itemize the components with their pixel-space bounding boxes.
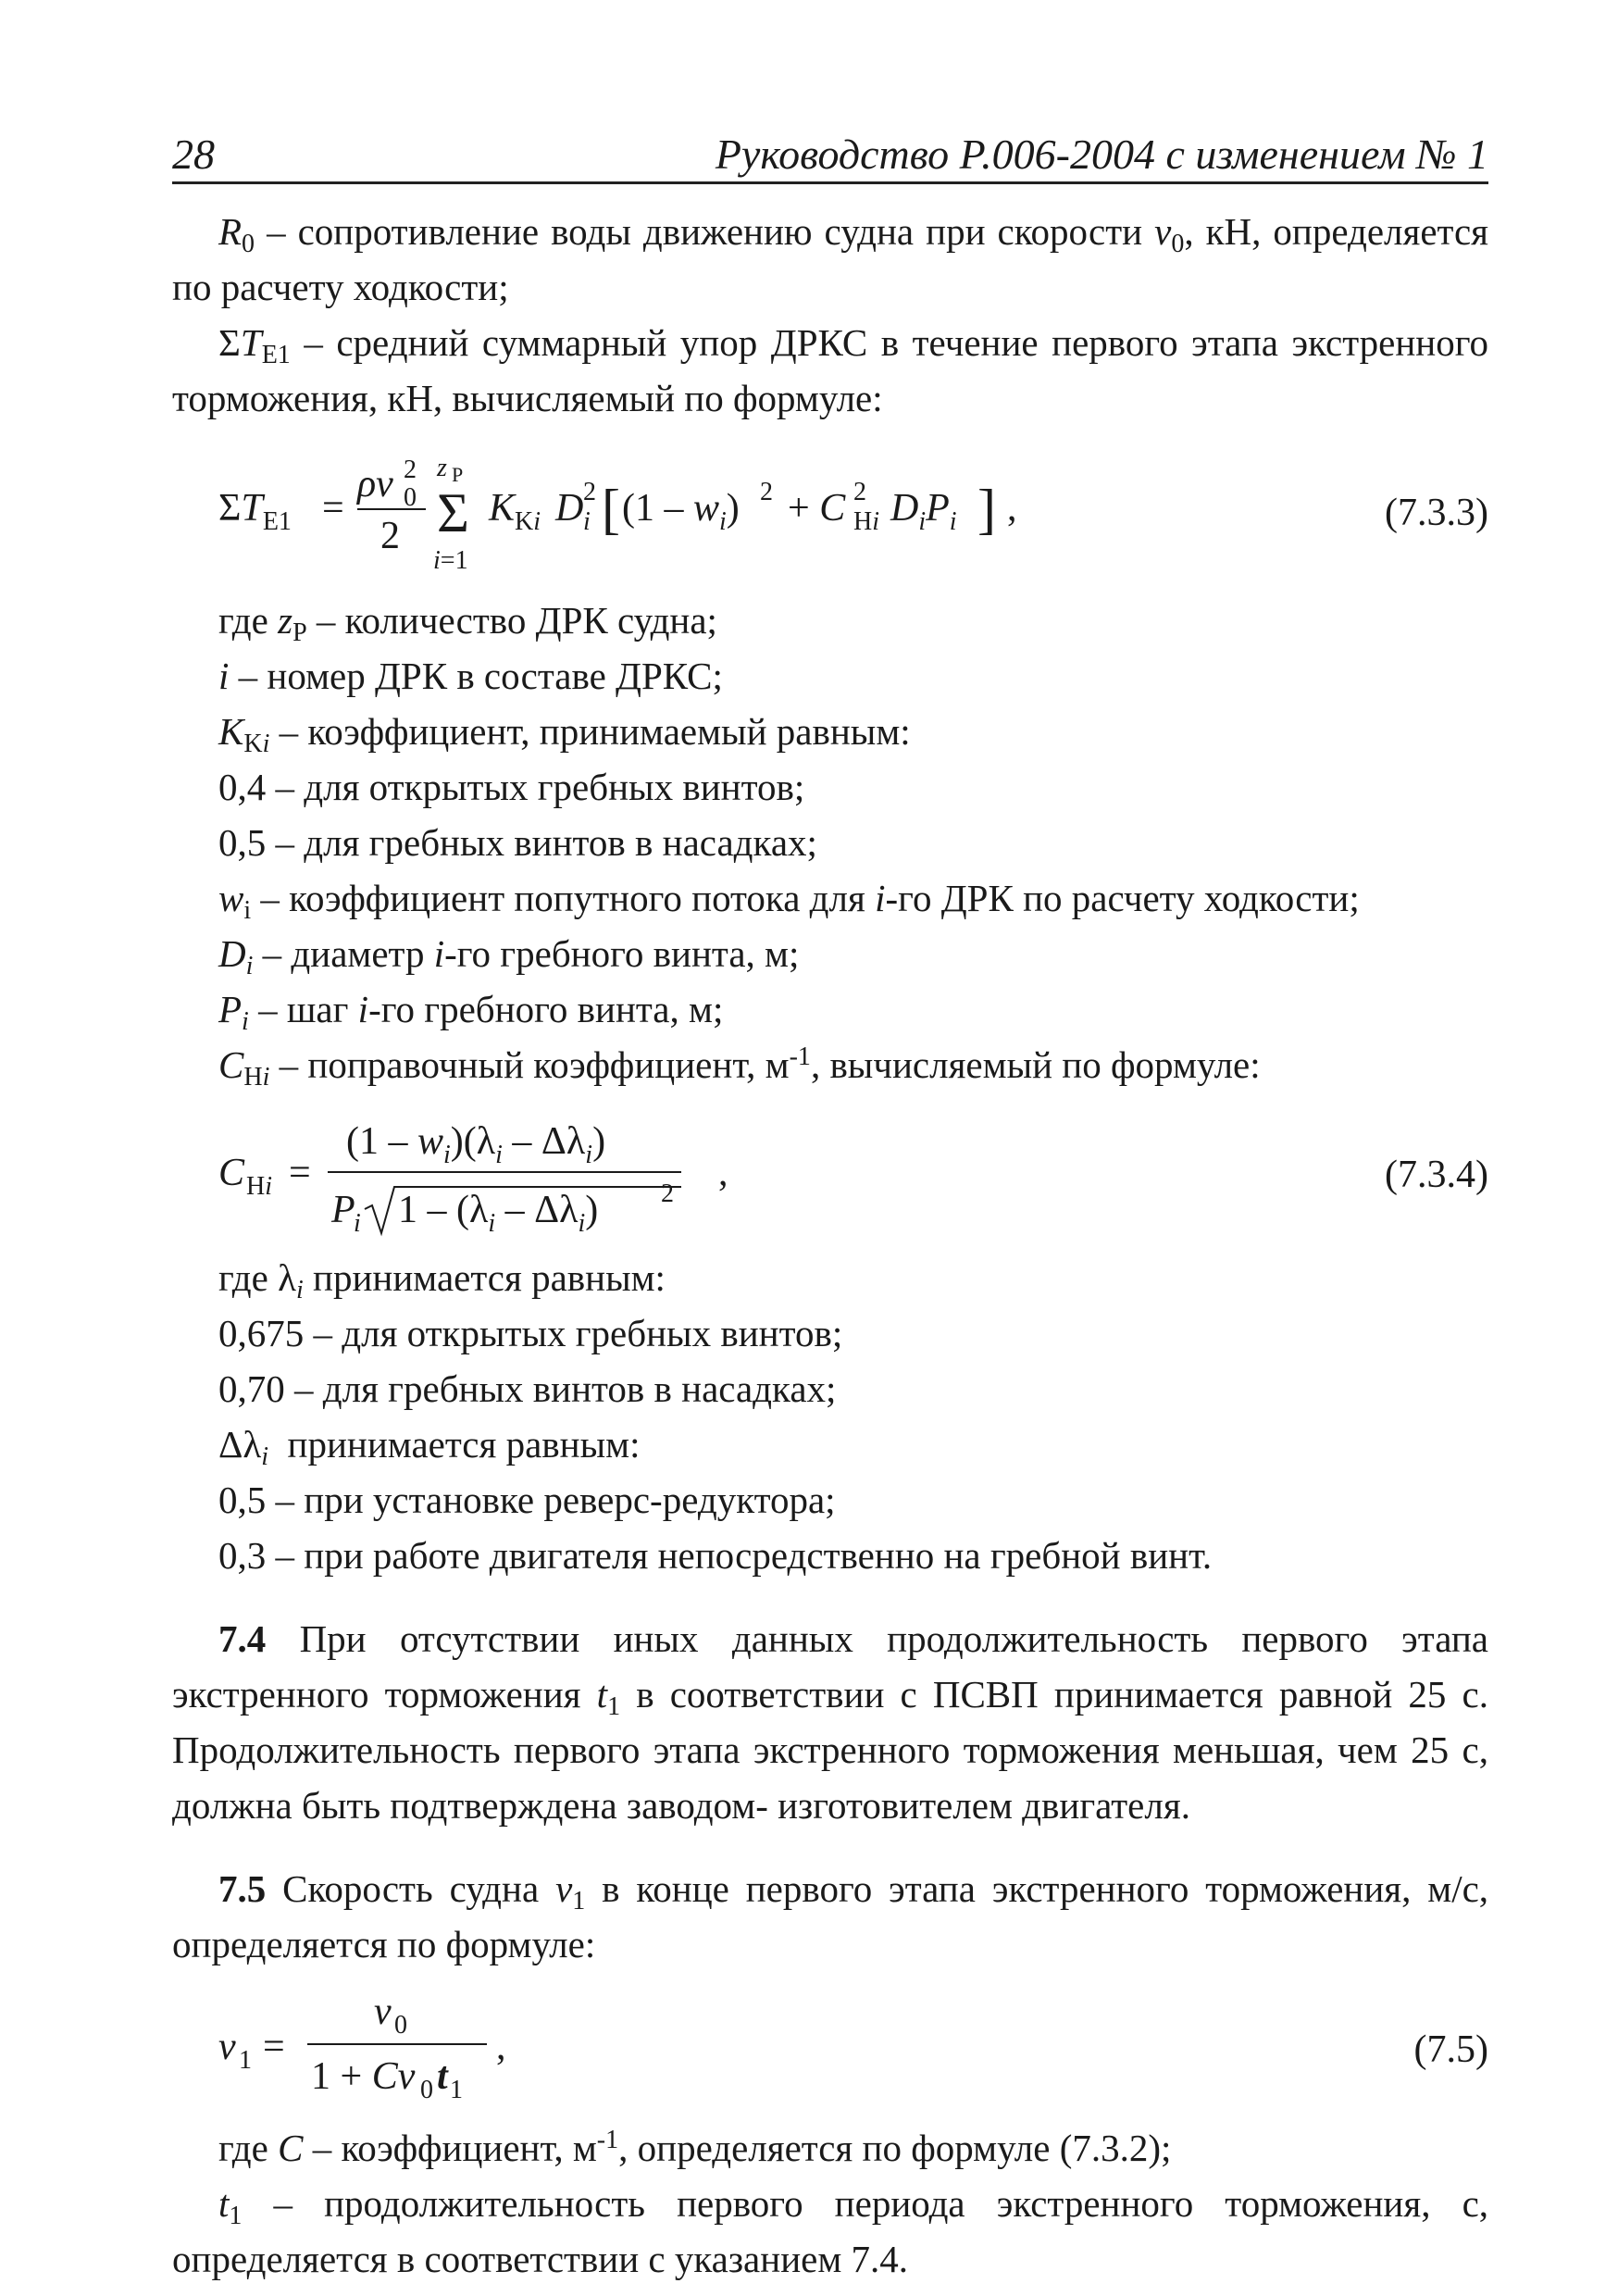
svg-text:i: i (354, 1209, 361, 1238)
svg-text:2: 2 (404, 455, 417, 484)
svg-text:,: , (496, 2026, 506, 2068)
svg-text:DiPi: $D_iP_i$ (890, 487, 957, 536)
svg-text:]: ] (977, 479, 996, 540)
svg-text:z: z (437, 454, 447, 482)
def-r0: $R_0$ – сопротивление воды движению судна при скорости $v_0$, кН, определяется по расчету ходкости; (172, 210, 1489, 308)
def-i: i – номер ДРК в составе ДРКС; (218, 655, 723, 697)
svg-text:0: 0 (394, 2011, 407, 2040)
def-kki-value-2: 0,5 – для гребных винтов в насадках; (218, 821, 817, 864)
svg-text:0: 0 (420, 2076, 433, 2104)
svg-text:C: C (218, 1152, 245, 1194)
def-lambda-value-1: 0,675 – для открытых гребных винтов; (218, 1312, 843, 1354)
svg-text:=: = (263, 2026, 285, 2068)
section-7-4: 7.4 При отсутствии иных данных продолжительность первого этапа экстренного торможения $t_1$ в соответствии с ПСВП принимается равной 25 с. Продолжительность первого этапа экстренного торможения меньшая, чем 25 с, должна быть подтверждена заводом- изготовителем двигателя. (172, 1617, 1488, 1827)
def-dlambda-value-2: 0,3 – при работе двигателя непосредственно на гребной винт. (218, 1534, 1213, 1577)
formula-7-3-3 (172, 439, 1488, 587)
svg-text:,: , (718, 1152, 728, 1194)
svg-text:ΣTE1: $\Sigma T_{E1}$ (218, 487, 292, 536)
svg-text:Hi: Hi (246, 1172, 273, 1201)
svg-text:1 – (λi – Δλi): $1 - (\lambda_i - \Delta\lambda_i)$ (398, 1189, 599, 1238)
formula-7-3-3-expression (218, 439, 1052, 587)
svg-text:1: 1 (450, 2076, 463, 2104)
svg-text:[: [ (602, 479, 620, 540)
page-header (172, 130, 1488, 184)
def-t1: $t_1$ – продолжительность первого периода экстренного торможения, с, определяется в соответствии с указанием 7.4. (172, 2182, 1489, 2280)
svg-text:+ C: + C (788, 487, 846, 530)
svg-text:=: = (322, 487, 344, 530)
def-kki-value-1: 0,4 – для открытых гребных винтов; (218, 766, 805, 808)
formula-number-7-3-4: (7.3.4) (1385, 1154, 1488, 1196)
formula-number-7-5: (7.5) (1413, 2028, 1488, 2071)
def-lambda-value-2: 0,70 – для гребных винтов в насадках; (218, 1367, 837, 1410)
svg-text:1: 1 (239, 2046, 252, 2075)
formula-7-5 (172, 1985, 1488, 2115)
svg-text:K: K (489, 487, 516, 530)
def-c: где C – коэффициент, $м^{-1}$, определяется по формуле (7.3.2); (218, 2126, 1172, 2169)
def-dlambda-value-1: 0,5 – при установке реверс-редуктора; (218, 1479, 836, 1521)
svg-text:2: 2 (380, 515, 400, 557)
page-number: 28 (172, 131, 215, 178)
svg-text:2: 2 (661, 1179, 674, 1208)
section-7-5: 7.5 Скорость судна $v_1$ в конце первого этапа экстренного торможения, м/с, определяется по формуле: (172, 1867, 1489, 1965)
svg-text:ρv: ρv (357, 463, 393, 505)
svg-text:(1 – wi)(λi – Δλi): $(1 - w_i)(\lambda_i - \Delta\lambda_i)$ (346, 1120, 606, 1169)
section-number-7-4: 7.4 (218, 1617, 267, 1660)
section-number-7-5: 7.5 (218, 1867, 267, 1910)
svg-text:0: 0 (404, 483, 417, 512)
svg-text:(1 – wi): $(1 - w_i)$ (622, 487, 740, 536)
formula-7-5-expression (218, 1985, 681, 2115)
svg-text:D: D (555, 487, 584, 530)
svg-text:2: 2 (760, 478, 773, 506)
def-wi: $w_i$ – коэффициент попутного потока для i-го ДРК по расчету ходкости; (218, 877, 1360, 925)
svg-text:Σ: Σ (437, 482, 469, 543)
svg-text:=: = (289, 1152, 311, 1194)
def-lambda: где $\lambda_i$ принимается равным: (218, 1256, 666, 1304)
svg-text:Hi: Hi (853, 507, 880, 536)
formula-7-3-4-expression (218, 1105, 866, 1244)
svg-text:i: i (583, 507, 591, 536)
running-title: Руководство Р.006-2004 с изменением № 1 (715, 131, 1488, 178)
svg-text:v: v (218, 2026, 236, 2068)
svg-text:v: v (374, 1990, 392, 2033)
def-sum-te1: $\Sigma T_{E1}$ – средний суммарный упор ДРКС в течение первого этапа экстренного торможения, кН, вычисляемый по формуле: (172, 321, 1488, 419)
svg-text:i=1: i=1 (433, 546, 468, 575)
svg-text:Ki: Ki (515, 507, 541, 536)
svg-text:2: 2 (853, 478, 866, 506)
page-body (172, 204, 1488, 2287)
svg-text:t: t (437, 2055, 448, 2098)
def-dlambda: $\Delta\lambda_i$ принимается равным: (218, 1423, 641, 1471)
formula-number-7-3-3: (7.3.3) (1385, 492, 1488, 534)
def-di: $D_i$ – диаметр i-го гребного винта, м; (218, 932, 800, 980)
def-zp: где $z_P$ – количество ДРК судна; (218, 599, 717, 647)
svg-text:1 + Cv: 1 + Cv (311, 2055, 416, 2098)
formula-7-3-4 (172, 1105, 1488, 1244)
def-chi: $C_{Hi}$ – поправочный коэффициент, $м^{-1}$, вычисляемый по формуле: (218, 1042, 1261, 1092)
svg-text:P: P (331, 1189, 355, 1231)
svg-text:,: , (1007, 487, 1017, 530)
def-pi: $P_i$ – шаг i-го гребного винта, м; (218, 988, 724, 1036)
svg-text:P: P (452, 463, 464, 486)
svg-text:2: 2 (583, 478, 596, 506)
def-kki: $K_{Ki}$ – коэффициент, принимаемый равным: (218, 710, 911, 758)
